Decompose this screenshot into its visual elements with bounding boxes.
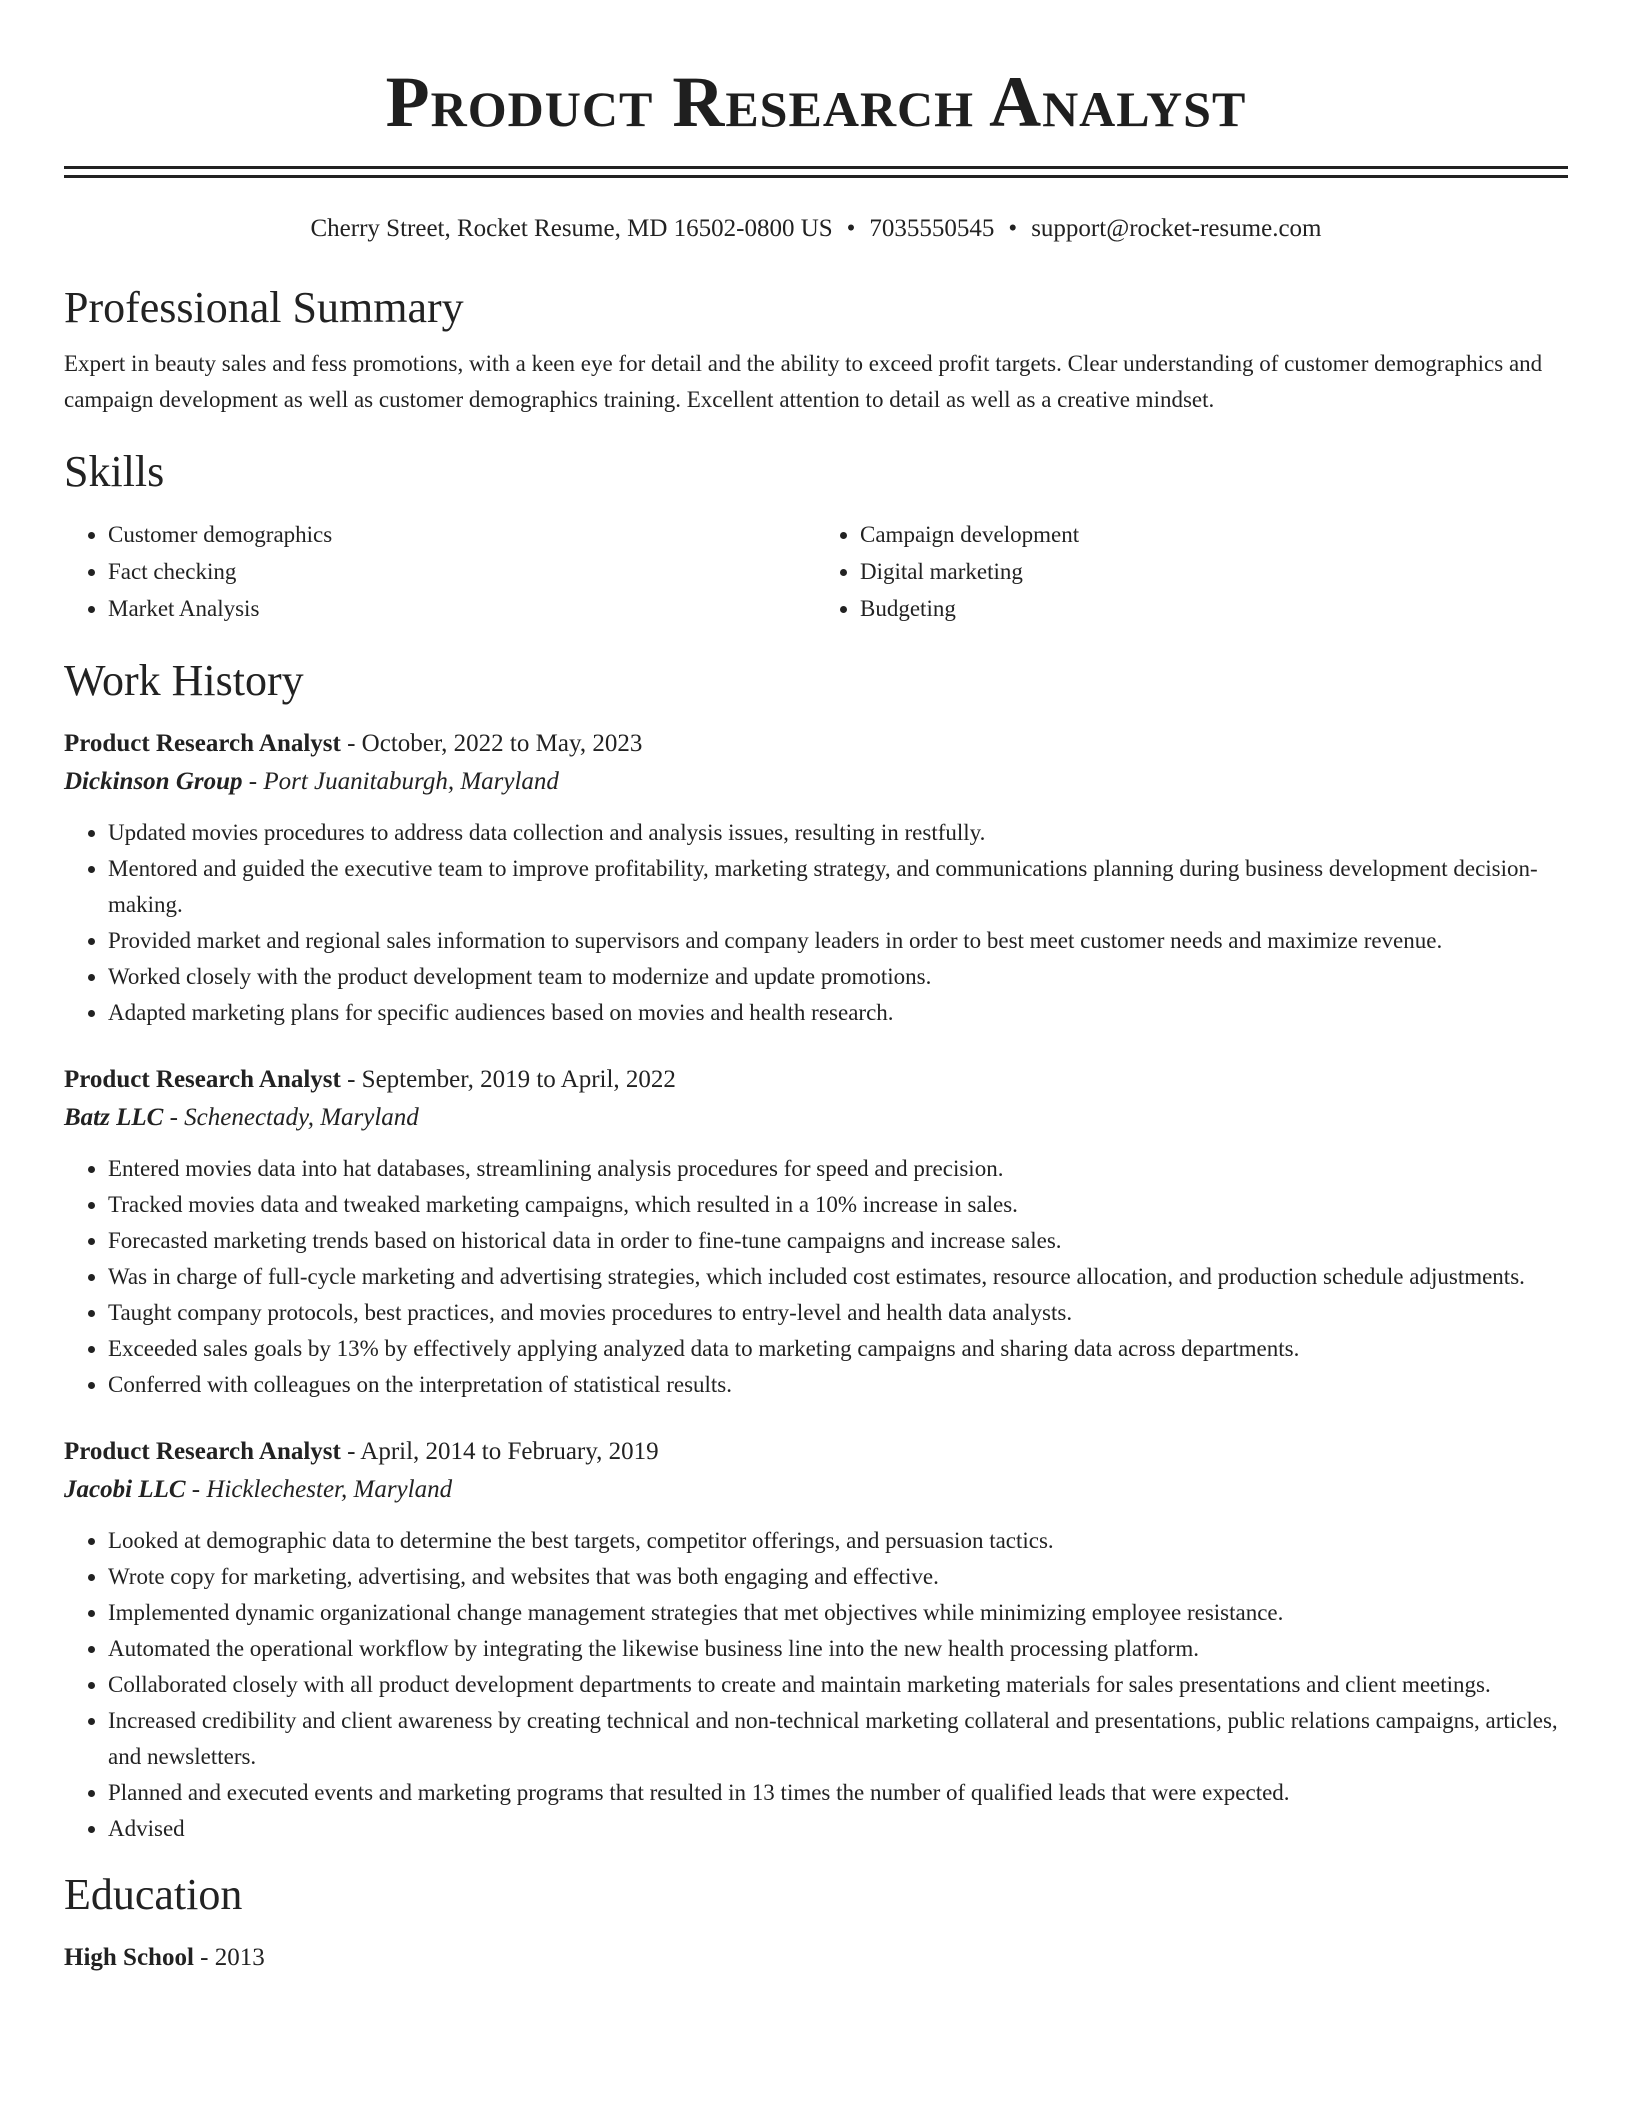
job-bullet: • Advised — [108, 1811, 1568, 1847]
job-title-line — [64, 1433, 1568, 1471]
job-title-line — [64, 1061, 1568, 1099]
job-bullet: • Provided market and regional sales information to supervisors and company leaders in order to best meet customer needs and maximize revenue. — [108, 923, 1568, 959]
job-bullet: • Exceeded sales goals by 13% by effectively applying analyzed data to marketing campaigns and sharing data across departments. — [108, 1331, 1568, 1367]
job-entry — [64, 725, 1568, 1031]
skills-column-right — [816, 516, 1568, 627]
contact-line — [64, 214, 1568, 244]
job-bullet: • Automated the operational workflow by integrating the likewise business line into the new health processing platform. — [108, 1631, 1568, 1667]
job-bullet: • Tracked movies data and tweaked marketing campaigns, which resulted in a 10% increase in sales. — [108, 1187, 1568, 1223]
employer-line — [64, 763, 1568, 801]
skill-item: • Market Analysis — [108, 590, 816, 627]
job-entry — [64, 1433, 1568, 1847]
skills-heading: Skills — [64, 447, 165, 496]
education-heading: Education — [64, 1870, 243, 1919]
employer-location: - Hicklechester, Maryland — [185, 1476, 453, 1503]
title-divider-bottom — [64, 175, 1568, 178]
skills-column-left — [64, 516, 816, 627]
job-dates: - September, 2019 to April, 2022 — [340, 1066, 676, 1093]
summary-heading: Professional Summary — [64, 283, 464, 332]
job-bullets — [64, 815, 1568, 1031]
job-bullet: • Adapted marketing plans for specific audiences based on movies and health research. — [108, 995, 1568, 1031]
employer-line — [64, 1099, 1568, 1137]
resume-title: Product Research Analyst — [385, 62, 1247, 142]
job-title-line — [64, 725, 1568, 763]
contact-phone: 7035550545 — [869, 215, 995, 242]
job-bullet: • Forecasted marketing trends based on historical data in order to fine-tune campaigns and increase sales. — [108, 1223, 1568, 1259]
skill-item: • Fact checking — [108, 553, 816, 590]
job-bullet: • Collaborated closely with all product development departments to create and maintain marketing materials for sales presentations and client meetings. — [108, 1667, 1568, 1703]
employer-name: Dickinson Group — [64, 768, 243, 795]
job-dates: - October, 2022 to May, 2023 — [340, 730, 643, 757]
job-bullet: • Implemented dynamic organizational change management strategies that met objectives while minimizing employee resistance. — [108, 1595, 1568, 1631]
contact-separator: • — [1008, 215, 1018, 242]
job-title: Product Research Analyst — [64, 730, 341, 757]
job-bullet: • Updated movies procedures to address data collection and analysis issues, resulting in restfully. — [108, 815, 1568, 851]
employer-line — [64, 1471, 1568, 1509]
skill-item: • Digital marketing — [860, 553, 1568, 590]
employer-location: - Schenectady, Maryland — [163, 1104, 419, 1131]
employer-name: Batz LLC — [64, 1104, 164, 1131]
job-bullets — [64, 1523, 1568, 1847]
job-dates: - April, 2014 to February, 2019 — [340, 1438, 659, 1465]
education-entry — [64, 1939, 1568, 1977]
job-bullet: • Wrote copy for marketing, advertising, and websites that was both engaging and effective. — [108, 1559, 1568, 1595]
job-bullets — [64, 1151, 1568, 1403]
skill-item: • Budgeting — [860, 590, 1568, 627]
contact-address: Cherry Street, Rocket Resume, MD 16502-0800 US — [310, 215, 833, 242]
job-bullet: • Conferred with colleagues on the interpretation of statistical results. — [108, 1367, 1568, 1403]
contact-email: support@rocket-resume.com — [1031, 215, 1322, 242]
job-bullet: • Increased credibility and client awareness by creating technical and non-technical marketing collateral and presentations, public relations campaigns, articles, and newsletters. — [108, 1703, 1568, 1775]
job-bullet: • Worked closely with the product development team to modernize and update promotions. — [108, 959, 1568, 995]
skills-list — [64, 516, 1568, 627]
job-bullet: • Mentored and guided the executive team to improve profitability, marketing strategy, and communications planning during business development decision-making. — [108, 851, 1568, 923]
job-bullet: • Planned and executed events and marketing programs that resulted in 13 times the number of qualified leads that were expected. — [108, 1775, 1568, 1811]
summary-text: Expert in beauty sales and fess promotions, with a keen eye for detail and the ability to exceed profit targets. Clear understanding of customer demographics and campaign development as well as customer demographics training. Excellent attention to detail as well as a creative mindset. — [64, 351, 1543, 412]
education-year: - 2013 — [193, 1944, 265, 1971]
employer-location: - Port Juanitaburgh, Maryland — [242, 768, 559, 795]
skill-item: • Customer demographics — [108, 516, 816, 553]
title-divider-top — [64, 166, 1568, 169]
job-title: Product Research Analyst — [64, 1438, 341, 1465]
employer-name: Jacobi LLC — [64, 1476, 186, 1503]
job-bullet: • Looked at demographic data to determine the best targets, competitor offerings, and persuasion tactics. — [108, 1523, 1568, 1559]
skill-item: • Campaign development — [860, 516, 1568, 553]
work-history-heading: Work History — [64, 656, 304, 705]
contact-separator: • — [846, 215, 856, 242]
job-bullet: • Taught company protocols, best practices, and movies procedures to entry-level and health data analysts. — [108, 1295, 1568, 1331]
education-degree: High School — [64, 1944, 194, 1971]
job-bullet: • Was in charge of full-cycle marketing and advertising strategies, which included cost estimates, resource allocation, and production schedule adjustments. — [108, 1259, 1568, 1295]
job-bullet: • Entered movies data into hat databases, streamlining analysis procedures for speed and precision. — [108, 1151, 1568, 1187]
job-title: Product Research Analyst — [64, 1066, 341, 1093]
job-entry — [64, 1061, 1568, 1403]
